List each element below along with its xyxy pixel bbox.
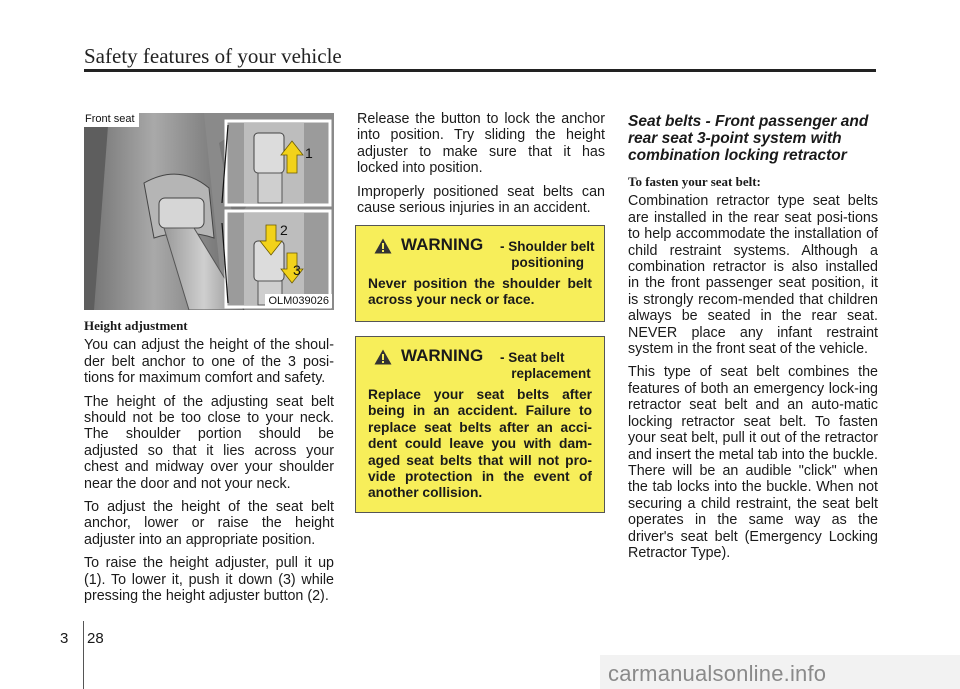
paragraph: You can adjust the height of the shoul-der belt anchor to one of the 3 posi-tions for maximum comfort and safety. (84, 337, 334, 387)
warning-body: Replace your seat belts after being in an accident. Failure to replace seat belts after an acci-dent could leave you with dam-aged seat belts that will not pro-vide protection in the event of another collision. (368, 387, 592, 501)
fasten-seat-belt-heading: To fasten your seat belt: (628, 174, 761, 189)
callout-3: 3 (293, 262, 301, 278)
warning-topic: - Seat belt replacement (500, 350, 591, 381)
column-combination-retractor (628, 113, 878, 568)
header-rule (84, 69, 876, 72)
warning-label: WARNING (401, 346, 484, 365)
warning-box-shoulder-belt (355, 225, 605, 322)
footer-rule (83, 621, 84, 689)
figure-code: OLM039026 (265, 294, 332, 308)
paragraph: The height of the adjusting seat belt should not be too close to your neck. The shoulder portion should be adjusted so that it lies across your chest and midway over your shoulder near the door and not your neck. (84, 393, 334, 492)
callout-1: 1 (305, 145, 313, 161)
page-number: 28 (87, 630, 104, 647)
callout-2: 2 (280, 222, 288, 238)
column-release-button (357, 111, 605, 223)
paragraph: Release the button to lock the anchor into position. Try sliding the height adjuster to make sure that it has locked into position. (357, 111, 605, 177)
paragraph: Combination retractor type seat belts are installed in the rear seat posi-tions to help accommodate the installation of child restraint systems. Although a combination retractor is also installed in the front passenger seat position, it is strongly recom-mended that children always be seated in the rear seat. NEVER place any infant restraint system in the front seat of the vehicle. (628, 193, 878, 358)
seat-belt-illustration (84, 113, 334, 310)
column-height-adjustment (84, 318, 334, 612)
height-adjustment-heading: Height adjustment (84, 318, 188, 333)
paragraph: This type of seat belt combines the features of both an emergency lock-ing retractor seat belt and an auto-matic locking retractor seat belt. To fasten your seat belt, pull it out of the retractor and insert the metal tab into the buckle. There will be an audible "click" when the tab locks into the buckle. When not securing a child restraint, the seat belt operates in the same way as the driver's seat belt (Emergency Locking Retractor Type). (628, 364, 878, 561)
warning-body: Never position the shoulder belt across your neck or face. (368, 276, 592, 308)
watermark-text: carmanualsonline.info (608, 661, 827, 686)
paragraph: To raise the height adjuster, pull it up (1). To lower it, push it down (3) while pressing the height adjuster button (2). (84, 555, 334, 605)
paragraph: To adjust the height of the seat belt anchor, lower or raise the height adjuster into an appropriate position. (84, 499, 334, 548)
warning-triangle-icon (374, 349, 392, 365)
warning-box-seat-belt-replacement (355, 336, 605, 513)
section-title: Seat belts - Front passenger and rear seat 3-point system with combination locking retractor (628, 113, 869, 164)
warning-triangle-icon (374, 238, 392, 254)
figure-label: Front seat (84, 113, 139, 127)
warning-label: WARNING (401, 235, 484, 254)
page-header-title: Safety features of your vehicle (84, 44, 342, 68)
paragraph: Improperly positioned seat belts can cause serious injuries in an accident. (357, 183, 605, 217)
warning-topic: - Shoulder belt positioning (500, 239, 595, 270)
seat-belt-height-adjuster-figure (84, 113, 334, 310)
chapter-number: 3 (60, 630, 69, 647)
